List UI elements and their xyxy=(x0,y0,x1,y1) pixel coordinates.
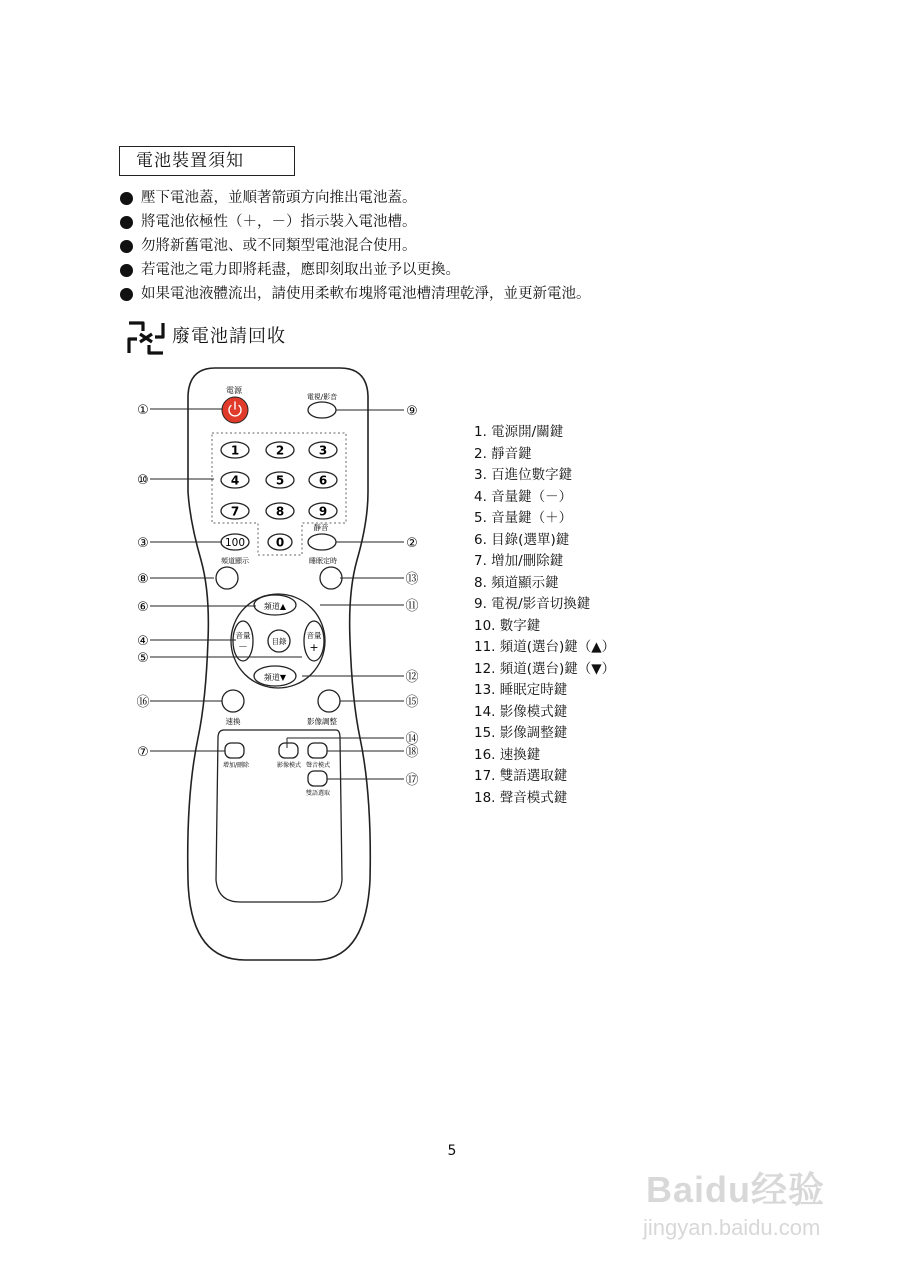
key-list-item: 3. 百進位數字鍵 xyxy=(474,467,573,483)
callout-12: ⑫ xyxy=(405,670,419,685)
callout-6: ⑥ xyxy=(137,600,149,615)
callout-13: ⑬ xyxy=(405,572,419,587)
picture-mode-label: 影像模式 xyxy=(276,762,302,769)
key-list-item: 7. 增加/刪除鍵 xyxy=(474,553,564,569)
add-delete-label: 增加/刪除 xyxy=(222,762,250,769)
watermark-url: jingyan.baidu.com xyxy=(643,1215,821,1240)
picture-adjust-button[interactable] xyxy=(318,690,340,712)
callout-3: ③ xyxy=(137,536,149,551)
battery-note: 將電池依極性（＋，－）指示裝入電池槽。 xyxy=(119,210,591,234)
key-list-item: 11. 頻道(選台)鍵（▲） xyxy=(474,639,616,655)
key-list-item: 14. 影像模式鍵 xyxy=(474,703,568,720)
callout-1: ① xyxy=(137,403,149,418)
digit-label: 8 xyxy=(275,504,285,519)
channel-down-label: 頻道▼ xyxy=(263,673,287,682)
sleep-label: 睡眠定時 xyxy=(309,557,337,565)
mute-label: 靜音 xyxy=(313,523,329,532)
callout-17: ⑰ xyxy=(405,773,419,788)
section-title: 電池裝置須知 xyxy=(119,146,295,176)
digit-label: 9 xyxy=(318,504,328,519)
page-number: 5 xyxy=(447,1143,457,1159)
callout-7: ⑦ xyxy=(137,745,149,760)
digit-label: 2 xyxy=(275,443,285,458)
digit-label: 0 xyxy=(275,535,285,550)
callout-14: ⑭ xyxy=(405,732,419,747)
quick-switch-button[interactable] xyxy=(222,690,244,712)
sound-mode-button[interactable] xyxy=(308,743,327,758)
key-list-item: 5. 音量鍵（＋） xyxy=(474,510,573,526)
tv-av-button[interactable] xyxy=(308,402,336,418)
callout-4: ④ xyxy=(137,634,149,649)
key-list-item: 17. 雙語選取鍵 xyxy=(474,768,568,784)
key-list-item: 6. 目錄(選單)鍵 xyxy=(474,531,570,548)
menu-label: 目錄 xyxy=(271,637,287,646)
callout-2: ② xyxy=(406,536,418,551)
key-list xyxy=(474,422,615,809)
callout-16: ⑯ xyxy=(136,695,150,710)
sound-mode-label: 聲音模式 xyxy=(305,762,331,769)
key-list-item: 9. 電視/影音切換鍵 xyxy=(474,596,591,612)
callout-5: ⑤ xyxy=(137,651,149,666)
callout-8: ⑧ xyxy=(137,572,149,587)
key-list-item: 12. 頻道(選台)鍵（▼） xyxy=(474,660,616,677)
power-label: 電源 xyxy=(226,386,242,395)
mute-button[interactable] xyxy=(308,534,336,550)
callout-9: ⑨ xyxy=(406,404,418,419)
volume-plus-label: 音量 xyxy=(306,631,322,640)
channel-display-label: 頻道顯示 xyxy=(221,557,249,565)
channel-up-label: 頻道▲ xyxy=(263,602,287,611)
tv-av-label: 電視/影音 xyxy=(306,393,338,401)
key-list-item: 10. 數字鍵 xyxy=(474,617,541,634)
picture-adjust-label: 影像調整 xyxy=(307,717,337,726)
callout-10: ⑩ xyxy=(137,473,149,488)
watermark-logo: Baidu经验 xyxy=(646,1169,826,1210)
bilingual-label: 雙語選取 xyxy=(305,790,331,797)
battery-note: 勿將新舊電池、或不同類型電池混合使用。 xyxy=(119,234,591,258)
power-button[interactable] xyxy=(222,397,248,423)
volume-minus-sign: － xyxy=(238,642,248,653)
key-list-item: 13. 睡眠定時鍵 xyxy=(474,682,568,698)
digit-label: 1 xyxy=(230,443,240,458)
callout-11: ⑪ xyxy=(405,599,419,614)
key-list-item: 8. 頻道顯示鍵 xyxy=(474,574,559,591)
battery-note: 如果電池液體流出，請使用柔軟布塊將電池槽清理乾淨，並更新電池。 xyxy=(119,282,591,306)
battery-note: 壓下電池蓋，並順著箭頭方向推出電池蓋。 xyxy=(119,186,591,210)
volume-minus-button[interactable] xyxy=(233,621,253,661)
recycle-text: 廢電池請回收 xyxy=(172,326,286,347)
callout-15: ⑮ xyxy=(405,695,419,710)
battery-note: 若電池之電力即將耗盡，應即刻取出並予以更換。 xyxy=(119,258,591,282)
volume-minus-label: 音量 xyxy=(235,631,251,640)
key-list-item: 1. 電源開/關鍵 xyxy=(474,424,564,440)
key-list-item: 4. 音量鍵（－） xyxy=(474,488,573,505)
volume-plus-sign: + xyxy=(309,641,319,654)
digit-label: 5 xyxy=(275,473,285,488)
picture-mode-button[interactable] xyxy=(279,743,298,758)
add-delete-button[interactable] xyxy=(225,743,244,758)
key-list-item: 2. 靜音鍵 xyxy=(474,445,532,462)
digit-label: 100 xyxy=(224,537,246,549)
digit-label: 7 xyxy=(230,504,240,519)
callout-18: ⑱ xyxy=(405,745,419,760)
digit-label: 4 xyxy=(230,473,240,488)
bilingual-button[interactable] xyxy=(308,771,327,786)
key-list-item: 15. 影像調整鍵 xyxy=(474,725,568,741)
sleep-button[interactable] xyxy=(320,567,342,589)
key-list-item: 16. 速換鍵 xyxy=(474,746,541,763)
key-list-item: 18. 聲音模式鍵 xyxy=(474,789,568,806)
digit-label: 3 xyxy=(318,443,328,458)
quick-switch-label: 速換 xyxy=(225,717,241,726)
channel-display-button[interactable] xyxy=(216,567,238,589)
remote-lower-panel xyxy=(216,730,342,902)
digit-label: 6 xyxy=(318,473,328,488)
